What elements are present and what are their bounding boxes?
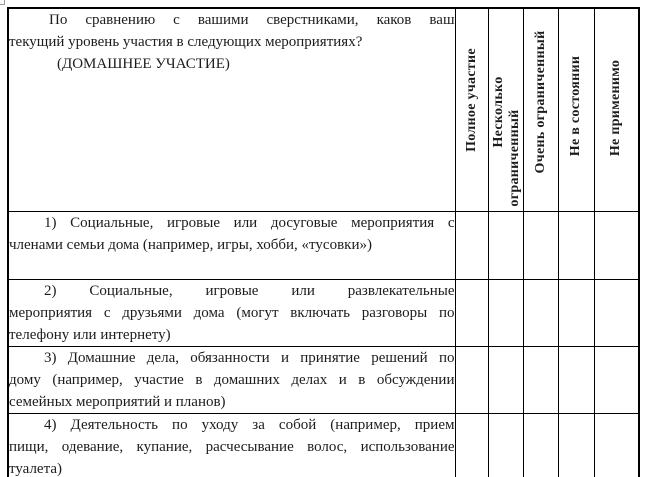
activity-cell-1: [8, 211, 455, 279]
answer-cell-2-na[interactable]: [594, 279, 639, 346]
table-move-handle-icon[interactable]: [0, 0, 5, 5]
answer-cell-1-unable[interactable]: [558, 211, 594, 279]
col-header-label: ограниченный: [507, 109, 523, 207]
activity-cell-2: [8, 279, 455, 346]
answer-cell-4-somewhat[interactable]: [488, 413, 523, 477]
answer-cell-4-unable[interactable]: [558, 413, 594, 477]
answer-cell-3-unable[interactable]: [558, 346, 594, 413]
answer-cell-1-very[interactable]: [523, 211, 558, 279]
activity-line: дому (например, участие в домашних делах и в обсуждении: [9, 371, 455, 388]
home-participation-table: [7, 7, 640, 477]
activity-line: мероприятия с друзьями дома (могут включать разговоры по: [9, 304, 455, 321]
table-row: [8, 279, 639, 346]
activity-cell-4: [8, 413, 455, 477]
answer-cell-3-full[interactable]: [455, 346, 488, 413]
col-header-unable: [558, 8, 594, 211]
col-header-very-limited: [523, 8, 558, 211]
col-header-label: Очень ограниченный: [532, 30, 548, 174]
activity-line: 1) Социальные, игровые или досуговые мероприятия с: [44, 214, 455, 231]
col-header-somewhat-limited: [488, 8, 523, 211]
activity-line: пищи, одевание, купание, расчесывание волос, использование: [9, 438, 455, 455]
answer-cell-4-na[interactable]: [594, 413, 639, 477]
answer-cell-2-unable[interactable]: [558, 279, 594, 346]
col-header-label: Несколько: [490, 76, 506, 148]
answer-cell-3-somewhat[interactable]: [488, 346, 523, 413]
activity-line: членами семьи дома (например, игры, хобби, «тусовки»): [9, 236, 372, 253]
activity-line: 4) Деятельность по уходу за собой (например, прием: [44, 416, 455, 433]
question-subtitle: (ДОМАШНЕЕ УЧАСТИЕ): [57, 56, 230, 72]
answer-cell-2-somewhat[interactable]: [488, 279, 523, 346]
col-header-label: Не в состоянии: [568, 55, 583, 156]
activity-line: семейных мероприятий и планов): [9, 393, 226, 410]
col-header-label: Не применимо: [608, 59, 624, 156]
activity-line: телефону или интернету): [9, 326, 171, 343]
answer-cell-4-very[interactable]: [523, 413, 558, 477]
col-header-full-participation: [455, 8, 488, 211]
question-line: текущий уровень участия в следующих мероприятиях?: [9, 34, 363, 50]
answer-cell-1-full[interactable]: [455, 211, 488, 279]
activity-line: туалета): [9, 460, 62, 477]
answer-cell-2-full[interactable]: [455, 279, 488, 346]
col-header-label: Полное участие: [463, 47, 479, 152]
table-row: [8, 413, 639, 477]
col-header-not-applicable: [594, 8, 639, 211]
answer-cell-1-somewhat[interactable]: [488, 211, 523, 279]
question-line: По сравнению с вашими сверстниками, каков ваш: [49, 12, 455, 28]
question-cell: [8, 8, 455, 211]
activity-cell-3: [8, 346, 455, 413]
activity-line: 2) Социальные, игровые или развлекательные: [44, 282, 455, 299]
answer-cell-3-na[interactable]: [594, 346, 639, 413]
answer-cell-3-very[interactable]: [523, 346, 558, 413]
answer-cell-4-full[interactable]: [455, 413, 488, 477]
table-row: [8, 211, 639, 279]
answer-cell-2-very[interactable]: [523, 279, 558, 346]
activity-line: 3) Домашние дела, обязанности и принятие решений по: [44, 349, 455, 366]
table-row: [8, 346, 639, 413]
header-row: [8, 8, 639, 211]
answer-cell-1-na[interactable]: [594, 211, 639, 279]
